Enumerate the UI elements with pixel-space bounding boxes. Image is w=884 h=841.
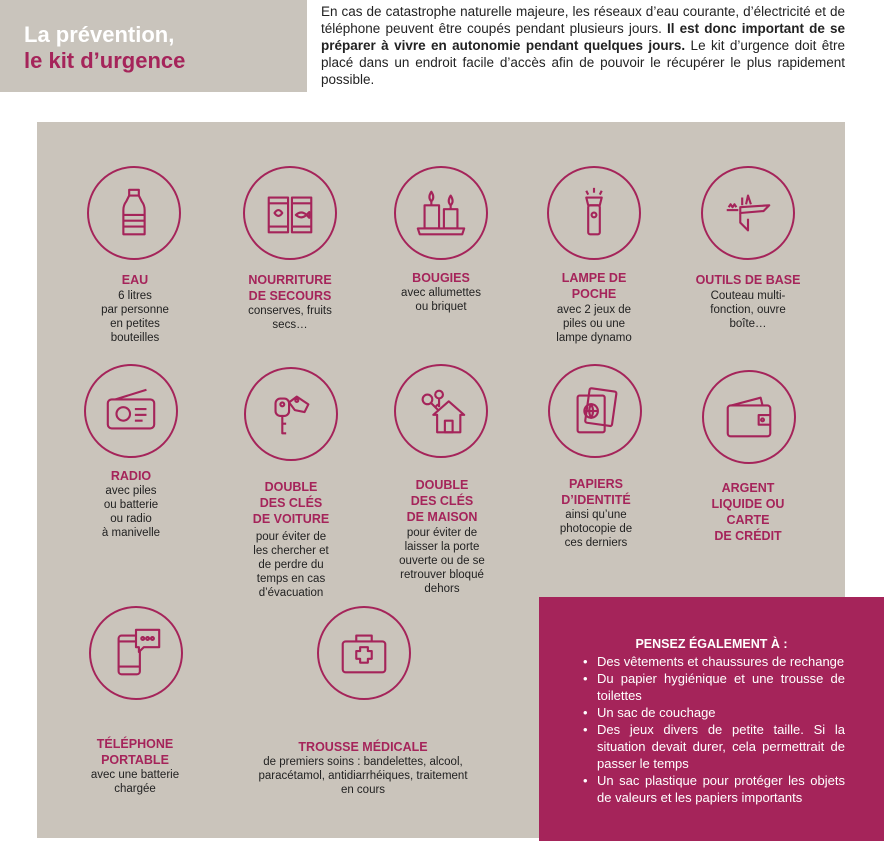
water-bottle-icon xyxy=(87,166,181,260)
item-label-flashlight: LAMPE DE POCHE xyxy=(561,271,627,301)
item-desc-flashlight: avec 2 jeux de piles ou une lampe dynamo xyxy=(556,304,632,344)
multitool-icon xyxy=(701,166,795,260)
intro-text-2: Le kit d’urgence doit être placé dans un endroit facile d’accès afin de pouvoir le récupérer le plus rapidement possible. xyxy=(321,38,846,87)
item-label-radio: RADIO xyxy=(110,469,152,483)
item-label-first-aid: TROUSSE MÉDICALE xyxy=(298,740,428,754)
list-item: • Un sac de couchage xyxy=(583,704,845,721)
item-label-car-keys: DOUBLE DES CLÉS DE VOITURE xyxy=(252,480,330,526)
item-label-water: EAU xyxy=(121,273,149,287)
wallet-icon xyxy=(702,370,796,464)
list-item: • Des jeux divers de petite taille. Si la situation devait durer, cela permettrait de passer le temps xyxy=(583,721,845,772)
house-keys-icon xyxy=(394,364,488,458)
item-desc-first-aid: de premiers soins : bandelettes, alcool, paracétamol, antidiarrhéiques, traitement en cours xyxy=(258,756,468,796)
item-desc-car-keys: pour éviter de les chercher et de perdre du temps en cas d’évacuation xyxy=(253,531,329,599)
canned-food-icon xyxy=(243,166,337,260)
radio-icon xyxy=(84,364,178,458)
item-desc-phone: avec une batterie chargée xyxy=(90,769,180,795)
page-title-line2: le kit d’urgence xyxy=(24,48,186,73)
flashlight-icon xyxy=(547,166,641,260)
also-think-title: PENSEZ ÉGALEMENT À : xyxy=(635,637,788,651)
item-label-tools: OUTILS DE BASE xyxy=(695,273,801,287)
page-title-line1: La prévention, xyxy=(24,22,175,47)
item-label-house-keys: DOUBLE DES CLÉS DE MAISON xyxy=(406,478,478,524)
item-desc-candles: avec allumettes ou briquet xyxy=(401,287,481,313)
list-item: • Un sac plastique pour protéger les objets de valeurs et les papiers importants xyxy=(583,772,845,806)
also-think-list xyxy=(583,653,845,806)
first-aid-kit-icon xyxy=(317,606,411,700)
car-keys-icon xyxy=(244,367,338,461)
mobile-phone-icon xyxy=(89,606,183,700)
item-desc-id-papers: ainsi qu’une photocopie de ces derniers xyxy=(559,509,633,549)
item-label-candles: BOUGIES xyxy=(412,271,470,285)
item-desc-house-keys: pour éviter de laisser la porte ouverte ou de se retrouver bloqué dehors xyxy=(399,527,485,595)
item-desc-food: conserves, fruits secs… xyxy=(248,305,332,331)
item-desc-tools: Couteau multi- fonction, ouvre boîte… xyxy=(710,290,786,330)
intro-text-1: En cas de catastrophe naturelle majeure, les réseaux d’eau courante, d’électricité et de téléphone peuvent être coupés pendant plusieurs jours. xyxy=(321,4,845,36)
intro-paragraph xyxy=(321,3,845,88)
title-block xyxy=(0,0,307,92)
item-label-phone: TÉLÉPHONE PORTABLE xyxy=(96,737,174,767)
intro-bold: Il est donc important de se préparer à vivre en autonomie pendant quelques jours. xyxy=(321,21,846,53)
item-label-id-papers: PAPIERS D’IDENTITÉ xyxy=(561,477,631,507)
item-desc-water: 6 litres par personne en petites bouteilles xyxy=(101,290,169,344)
item-label-money: ARGENT LIQUIDE OU CARTE DE CRÉDIT xyxy=(711,481,785,543)
candles-icon xyxy=(394,166,488,260)
item-desc-radio: avec piles ou batterie ou radio à manivelle xyxy=(101,485,161,539)
list-item: • Du papier hygiénique et une trousse de toilettes xyxy=(583,670,845,704)
item-label-food: NOURRITURE DE SECOURS xyxy=(248,273,332,303)
list-item: • Des vêtements et chaussures de rechange xyxy=(583,653,845,670)
also-think-box xyxy=(539,597,884,841)
passport-icon xyxy=(548,364,642,458)
